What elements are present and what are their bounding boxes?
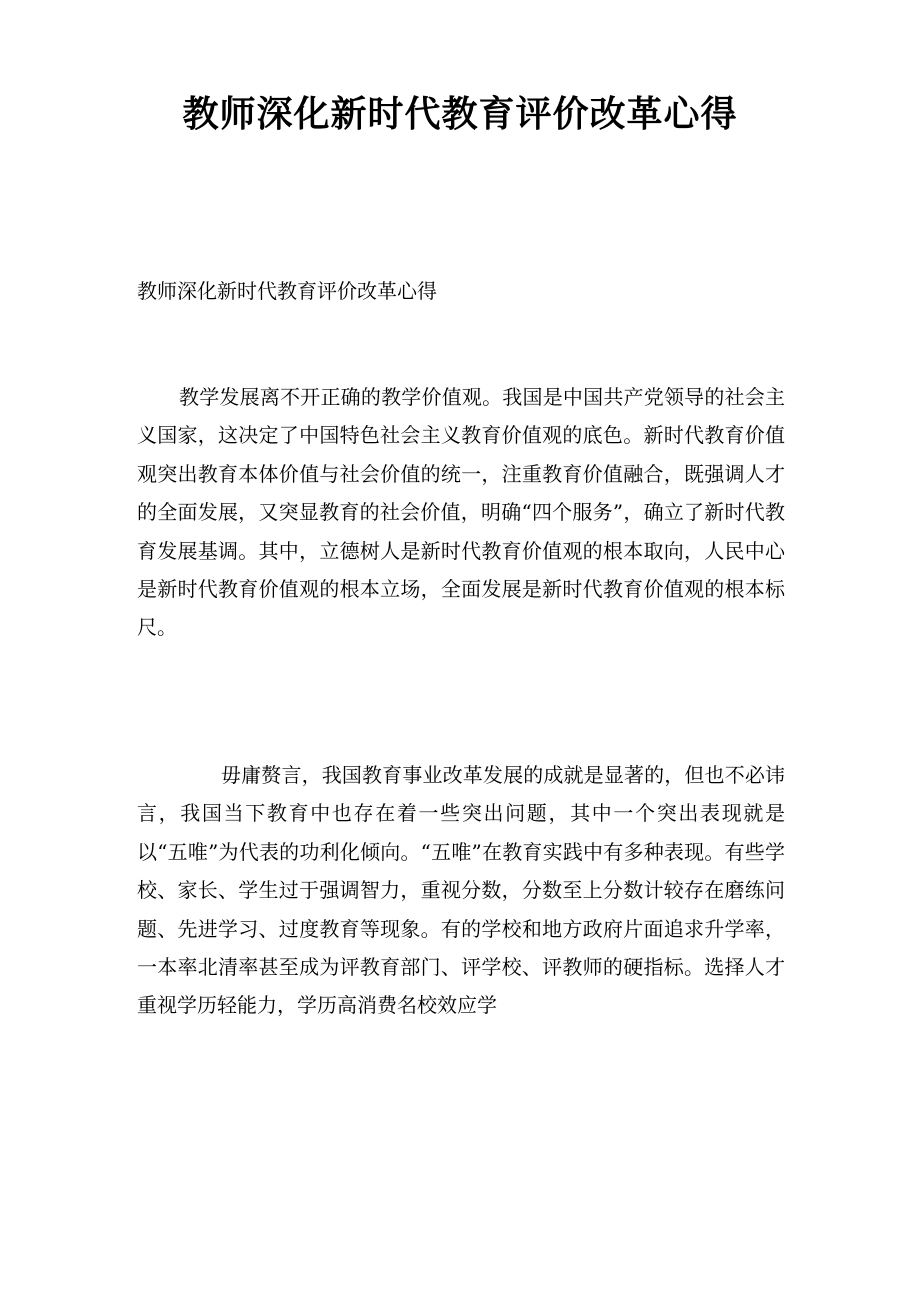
body-paragraph-1: 教学发展离不开正确的教学价值观。我国是中国共产党领导的社会主义国家，这决定了中国特色社会主义教育价值观的底色。新时代教育价值观突出教育本体价值与社会价值的统一，注重教育价值融合，既强调人才的全面发展，又突显教育的社会价值，明确“四个服务”，确立了新时代教育发展基调。其中，立德树人是新时代教育价值观的根本取向，人民中心是新时代教育价值观的根本立场，全面发展是新时代教育价值观的根本标尺。 — [137, 385, 785, 640]
document-subtitle: 教师深化新时代教育评价改革心得 — [137, 279, 437, 303]
document-title: 教师深化新时代教育评价改革心得 — [182, 94, 738, 135]
body-paragraph-2: 毋庸赘言，我国教育事业改革发展的成就是显著的，但也不必讳言，我国当下教育中也存在着一些突出问题，其中一个突出表现就是以“五唯”为代表的功利化倾向。“五唯”在教育实践中有多种表现。有些学校、家长、学生过于强调智力，重视分数，分数至上分数计较存在磨练问题、先进学习、过度教育等现象。有的学校和地方政府片面追求升学率，一本率北清率甚至成为评教育部门、评学校、评教师的硬指标。选择人才重视学历轻能力，学历高消费名校效应学 — [137, 763, 785, 1018]
